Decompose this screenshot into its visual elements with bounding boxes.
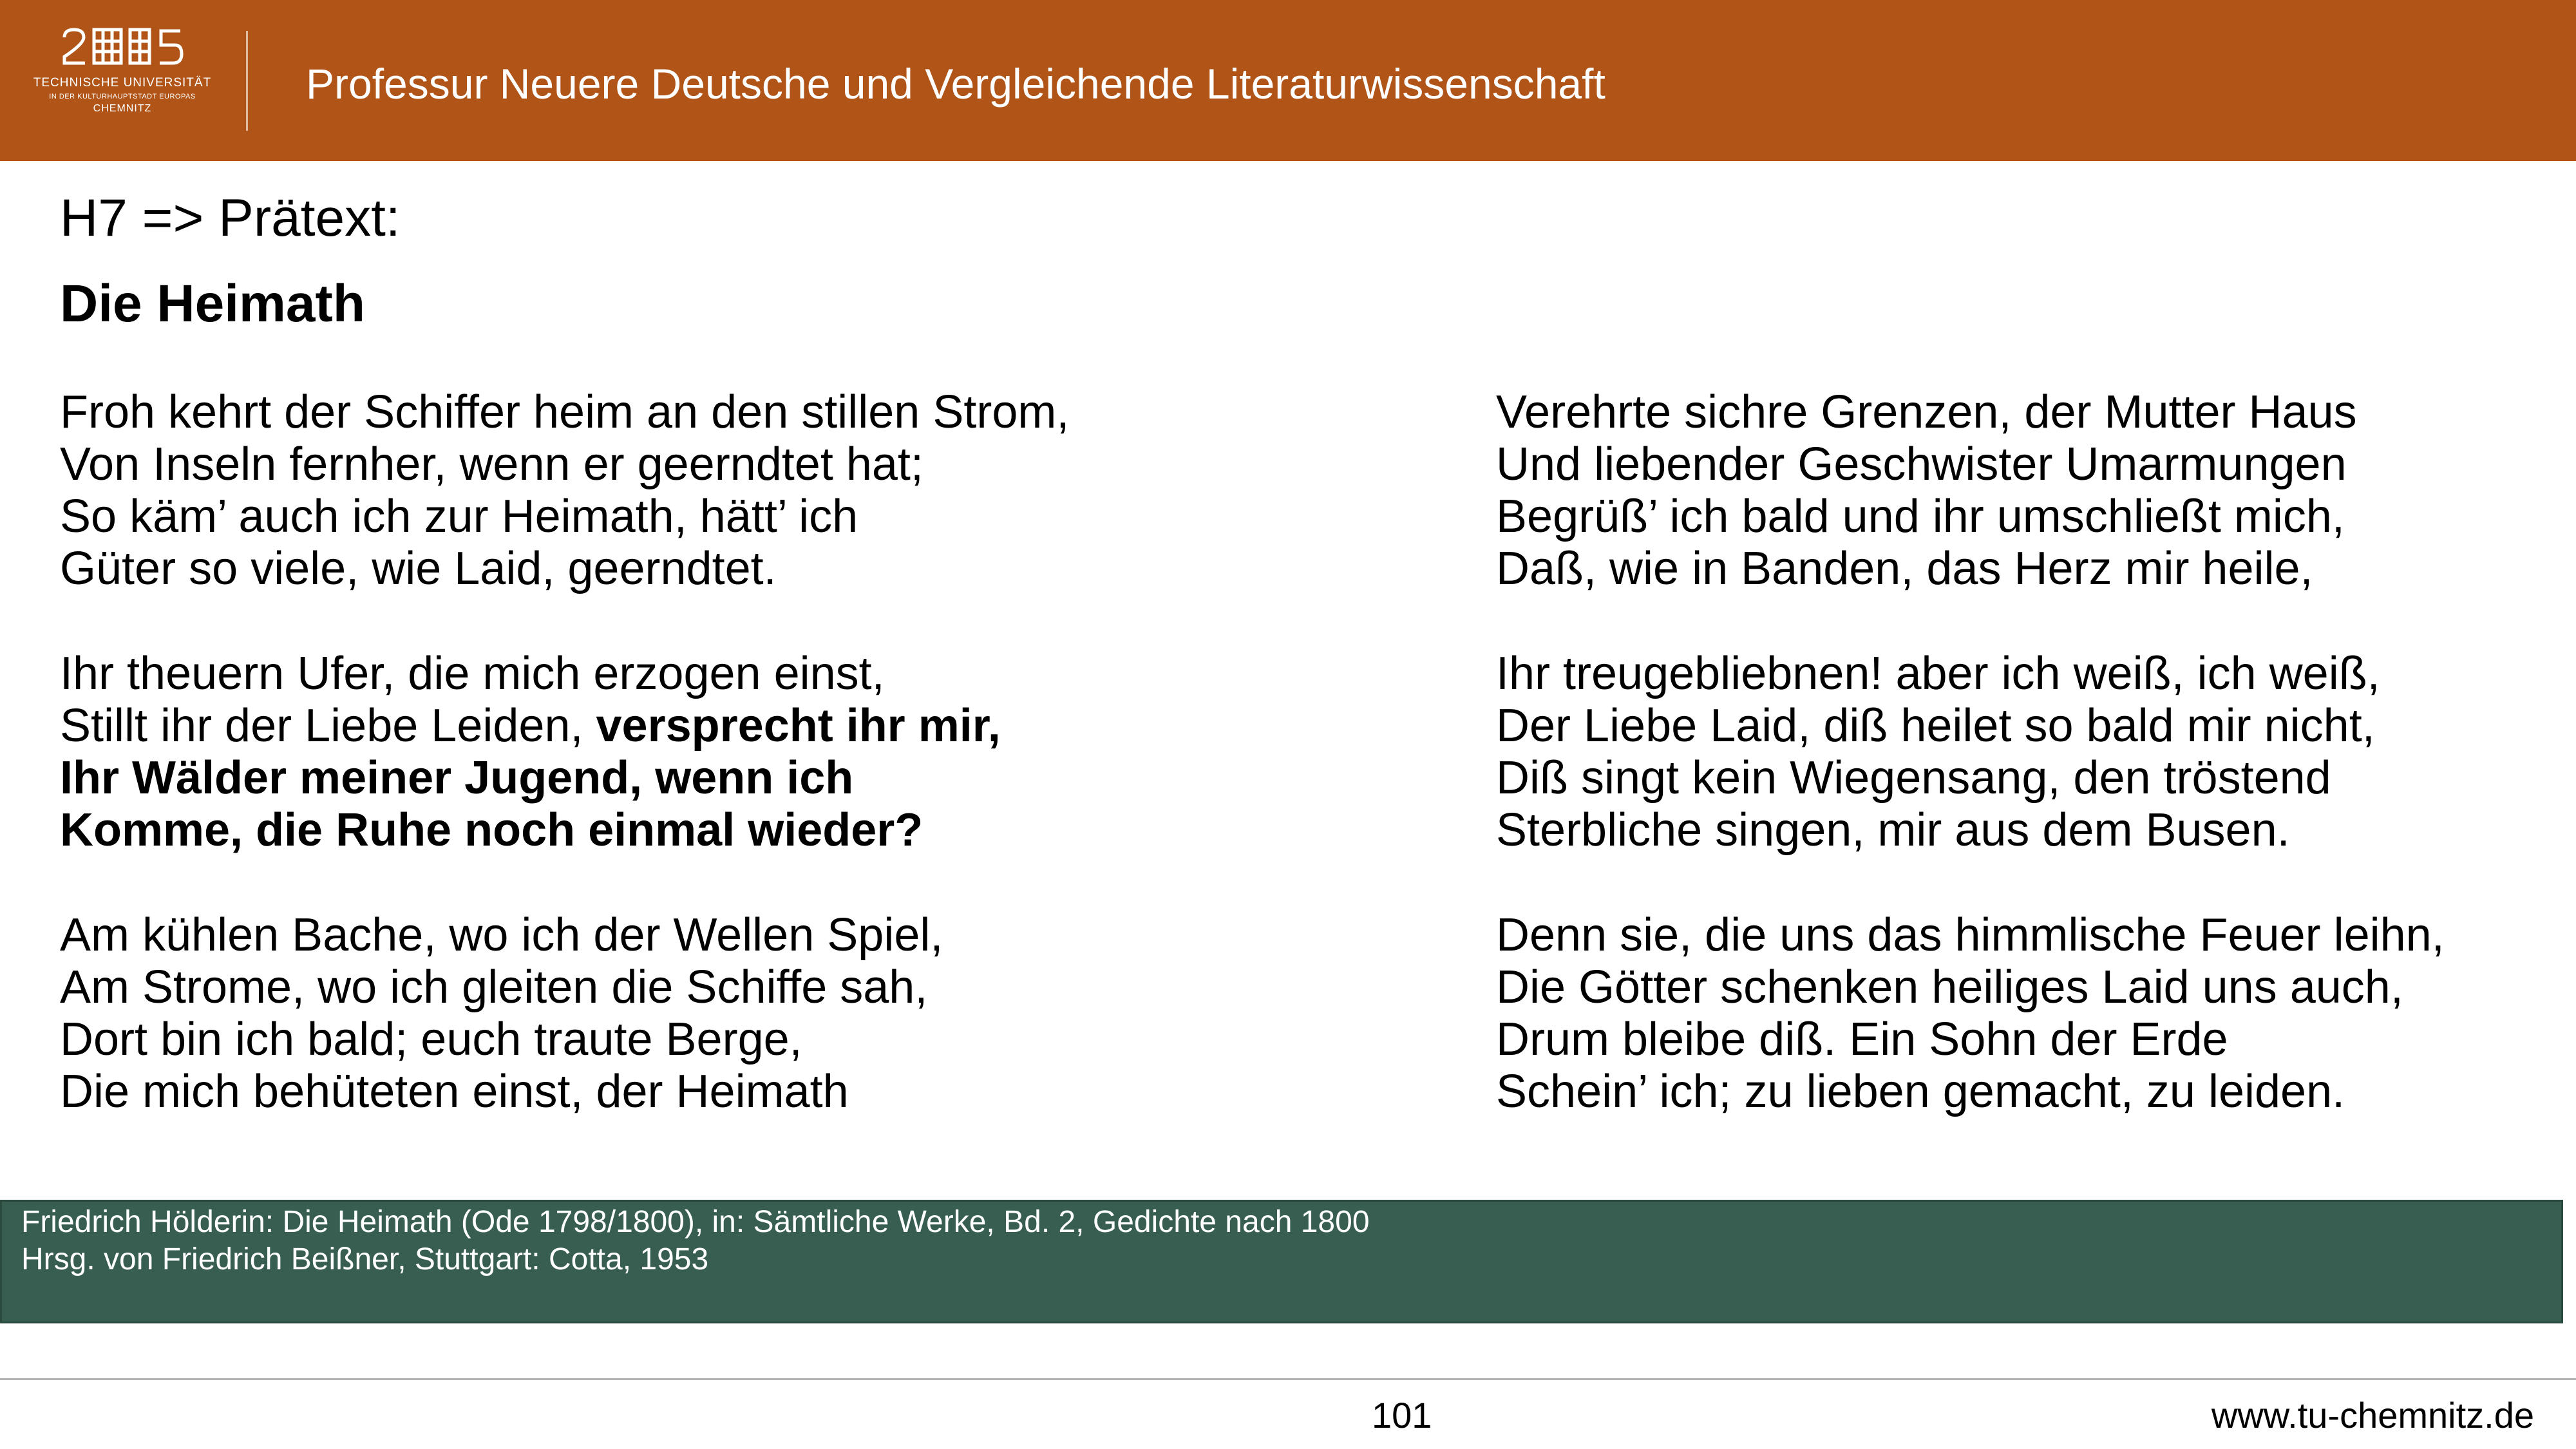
poem-line: Am Strome, wo ich gleiten die Schiffe sah, (60, 961, 928, 1013)
poem-line: Froh kehrt der Schiffer heim an den stillen Strom, (60, 386, 1070, 438)
stanza-4 (1496, 386, 2552, 595)
stanza-5 (1496, 648, 2552, 857)
stanza-3 (60, 909, 1412, 1118)
logo-text-city: CHEMNITZ (93, 103, 152, 114)
stanza-6 (1496, 909, 2552, 1118)
stanza-1 (60, 386, 1412, 595)
poem-line: Der Liebe Laid, diß heilet so bald mir nicht, (1496, 700, 2375, 752)
source-citation-box (0, 1200, 2563, 1323)
poem-line: Denn sie, die uns das himmlische Feuer leihn, (1496, 909, 2445, 961)
poem-line: Die Götter schenken heiliges Laid uns auch, (1496, 961, 2403, 1013)
header-title: Professur Neuere Deutsche und Vergleichende Literaturwissenschaft (306, 60, 1605, 108)
stanza-2 (60, 648, 1412, 857)
footer-url[interactable]: www.tu-chemnitz.de (2211, 1395, 2534, 1435)
poem-line: Am kühlen Bache, wo ich der Wellen Spiel, (60, 909, 943, 961)
poem-line: Sterbliche singen, mir aus dem Busen. (1496, 804, 2290, 856)
poem-line: Und liebender Geschwister Umarmungen (1496, 439, 2347, 490)
poem-line: Güter so viele, wie Laid, geerndtet. (60, 543, 777, 594)
poem-column-left (60, 386, 1412, 1171)
poem-line: Dort bin ich bald; euch traute Berge, (60, 1014, 802, 1065)
poem-line: Drum bleibe diß. Ein Sohn der Erde (1496, 1014, 2228, 1065)
poem-column-right (1496, 386, 2552, 1171)
header-divider (246, 31, 248, 131)
poem-line-bold: versprecht ihr mir, (596, 700, 1001, 752)
poem-line: Ihr treugebliebnen! aber ich weiß, ich weiß, (1496, 648, 2380, 699)
page-number: 101 (1372, 1395, 1432, 1435)
poem-line: Die mich behüteten einst, der Heimath (60, 1066, 849, 1117)
poem-title: Die Heimath (60, 274, 365, 333)
logo-text-tagline: IN DER KULTURHAUPTSTADT EUROPAS (49, 93, 196, 100)
source-citation-line-2: Hrsg. von Friedrich Beißner, Stuttgart: Cotta, 1953 (21, 1242, 709, 1276)
header-bar (0, 0, 2576, 161)
poem-line-plain: Stillt ihr der Liebe Leiden, (60, 700, 596, 752)
poem-line-bold: Ihr Wälder meiner Jugend, wenn ich (60, 752, 854, 804)
poem-line: Diß singt kein Wiegensang, den tröstend (1496, 752, 2331, 804)
poem-line-bold: Komme, die Ruhe noch einmal wieder? (60, 804, 923, 856)
logo-text-university: TECHNISCHE UNIVERSITÄT (33, 76, 212, 90)
logo-mark-icon (58, 26, 187, 71)
poem-line: Von Inseln fernher, wenn er geerndtet hat; (60, 439, 923, 490)
poem-line: Daß, wie in Banden, das Herz mir heile, (1496, 543, 2313, 594)
slide-heading: H7 => Prätext: (60, 189, 401, 247)
footer-divider (0, 1378, 2576, 1380)
poem-line (60, 700, 1412, 752)
university-logo (29, 26, 216, 138)
poem-line: Verehrte sichre Grenzen, der Mutter Haus (1496, 386, 2357, 438)
poem-line: Begrüß’ ich bald und ihr umschließt mich, (1496, 491, 2345, 542)
source-citation-line-1: Friedrich Hölderin: Die Heimath (Ode 1798/1800), in: Sämtliche Werke, Bd. 2, Gedichte nach 1800 (21, 1205, 1370, 1239)
poem-line: Schein’ ich; zu lieben gemacht, zu leiden. (1496, 1066, 2345, 1117)
poem-line: Ihr theuern Ufer, die mich erzogen einst, (60, 648, 885, 699)
poem-line: So käm’ auch ich zur Heimath, hätt’ ich (60, 491, 858, 542)
